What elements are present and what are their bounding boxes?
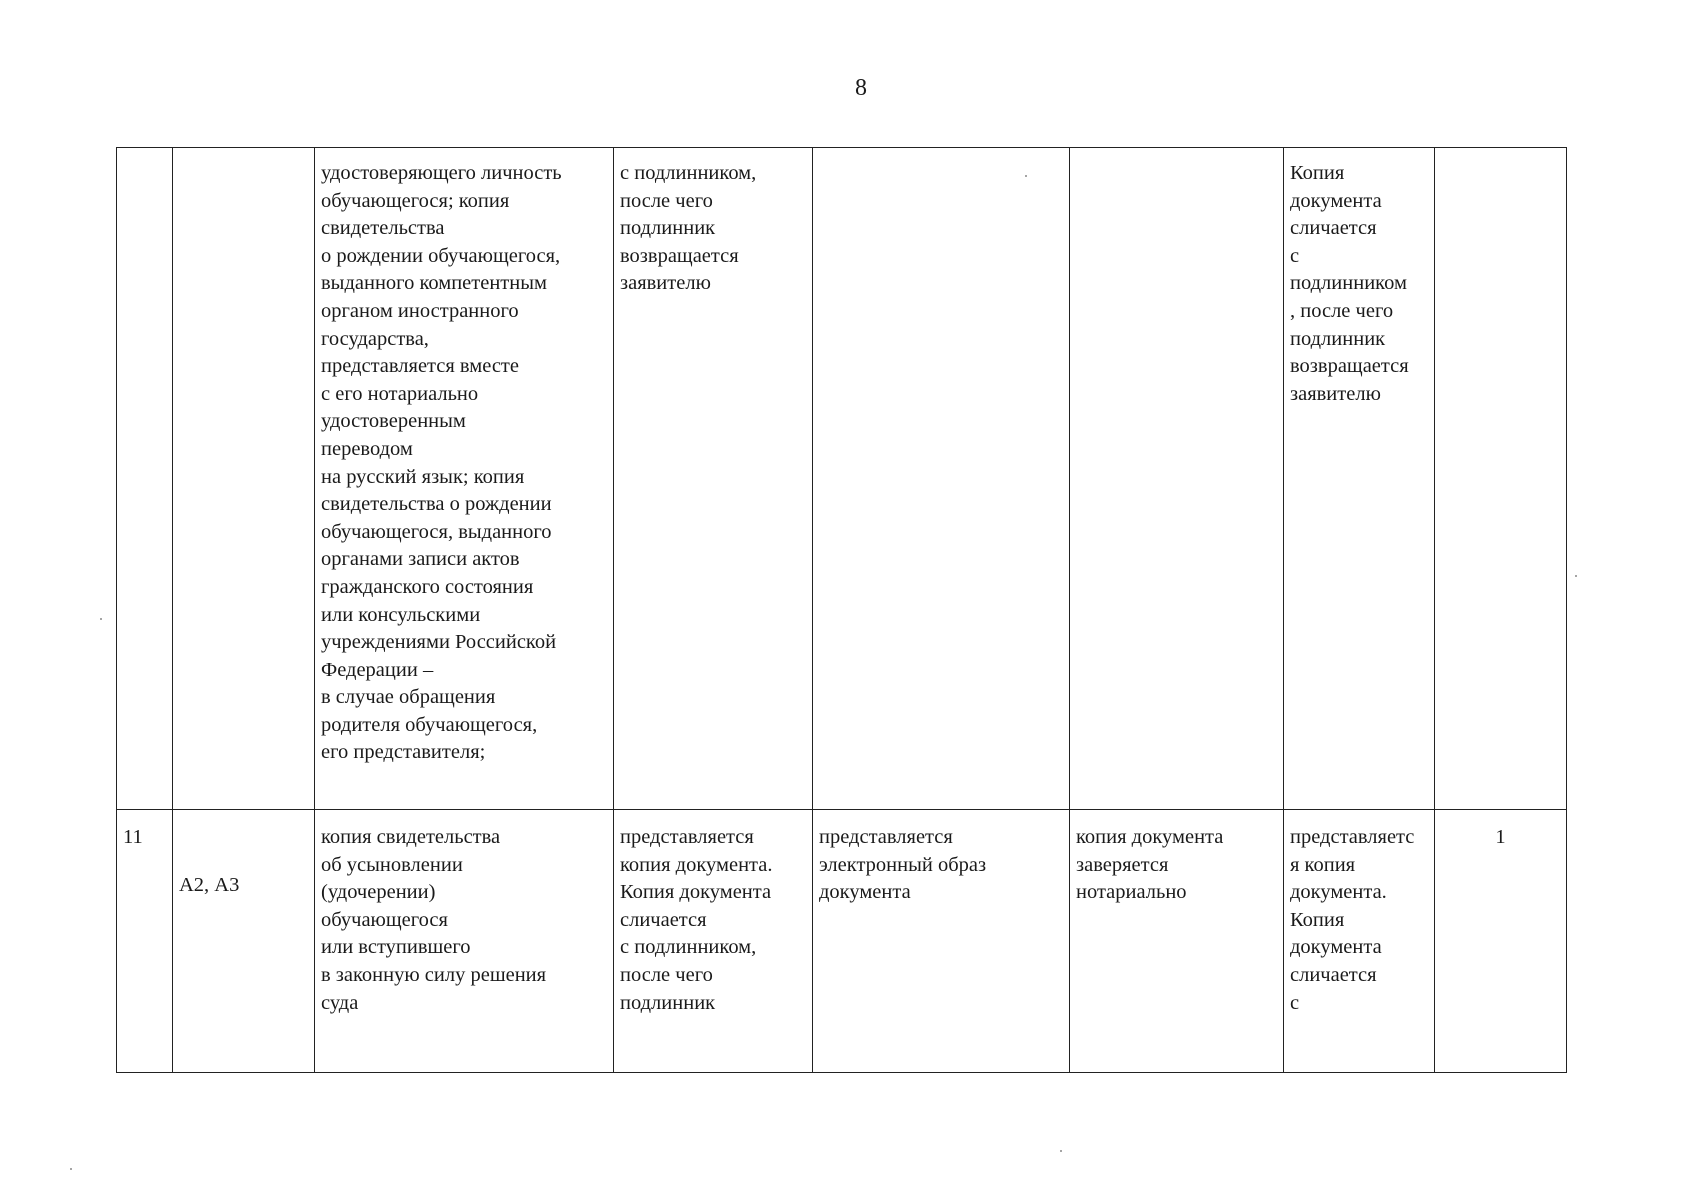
paper-submission-cell: представляется копия документа. Копия документа сличается с подлинником, после чего подлинник: [614, 810, 813, 1073]
mail-submission-cell: представляетс я копия документа. Копия документа сличается с: [1284, 810, 1435, 1073]
electronic-submission-cell: [813, 148, 1070, 810]
scan-speck: [100, 618, 102, 620]
row-number-cell: [117, 148, 173, 810]
table-row: [117, 810, 1567, 1073]
document-name-cell: удостоверяющего личность обучающегося; копия свидетельства о рождении обучающегося, выданного компетентным органом иностранного государства, представляется вместе с его нотариально удостоверенным переводом на русский язык; копия свидетельства о рождении обучающегося, выданного органами записи актов гражданского состояния или консульскими учреждениями Российской Федерации – в случае обращения родителя обучающегося, его представителя;: [315, 148, 614, 810]
certification-cell: копия документа заверяется нотариально: [1070, 810, 1284, 1073]
applicant-code-cell: [173, 148, 315, 810]
electronic-submission-cell: представляется электронный образ документа: [813, 810, 1070, 1073]
table-row: [117, 148, 1567, 810]
quantity-cell: [1435, 148, 1567, 810]
document-name-cell: копия свидетельства об усыновлении (удочерении) обучающегося или вступившего в законную силу решения суда: [315, 810, 614, 1073]
quantity-cell: 1: [1435, 810, 1567, 1073]
mail-submission-cell: Копия документа сличается с подлинником , после чего подлинник возвращается заявителю: [1284, 148, 1435, 810]
requirements-table: [116, 147, 1567, 1073]
scan-speck: [1025, 175, 1027, 177]
scan-speck: [70, 1168, 72, 1170]
scan-speck: [1575, 575, 1577, 577]
certification-cell: [1070, 148, 1284, 810]
paper-submission-cell: с подлинником, после чего подлинник возвращается заявителю: [614, 148, 813, 810]
scan-speck: [1060, 1150, 1062, 1152]
applicant-code-cell: А2, А3: [173, 810, 315, 1073]
page-number: 8: [855, 75, 867, 101]
row-number-cell: 11: [117, 810, 173, 1073]
